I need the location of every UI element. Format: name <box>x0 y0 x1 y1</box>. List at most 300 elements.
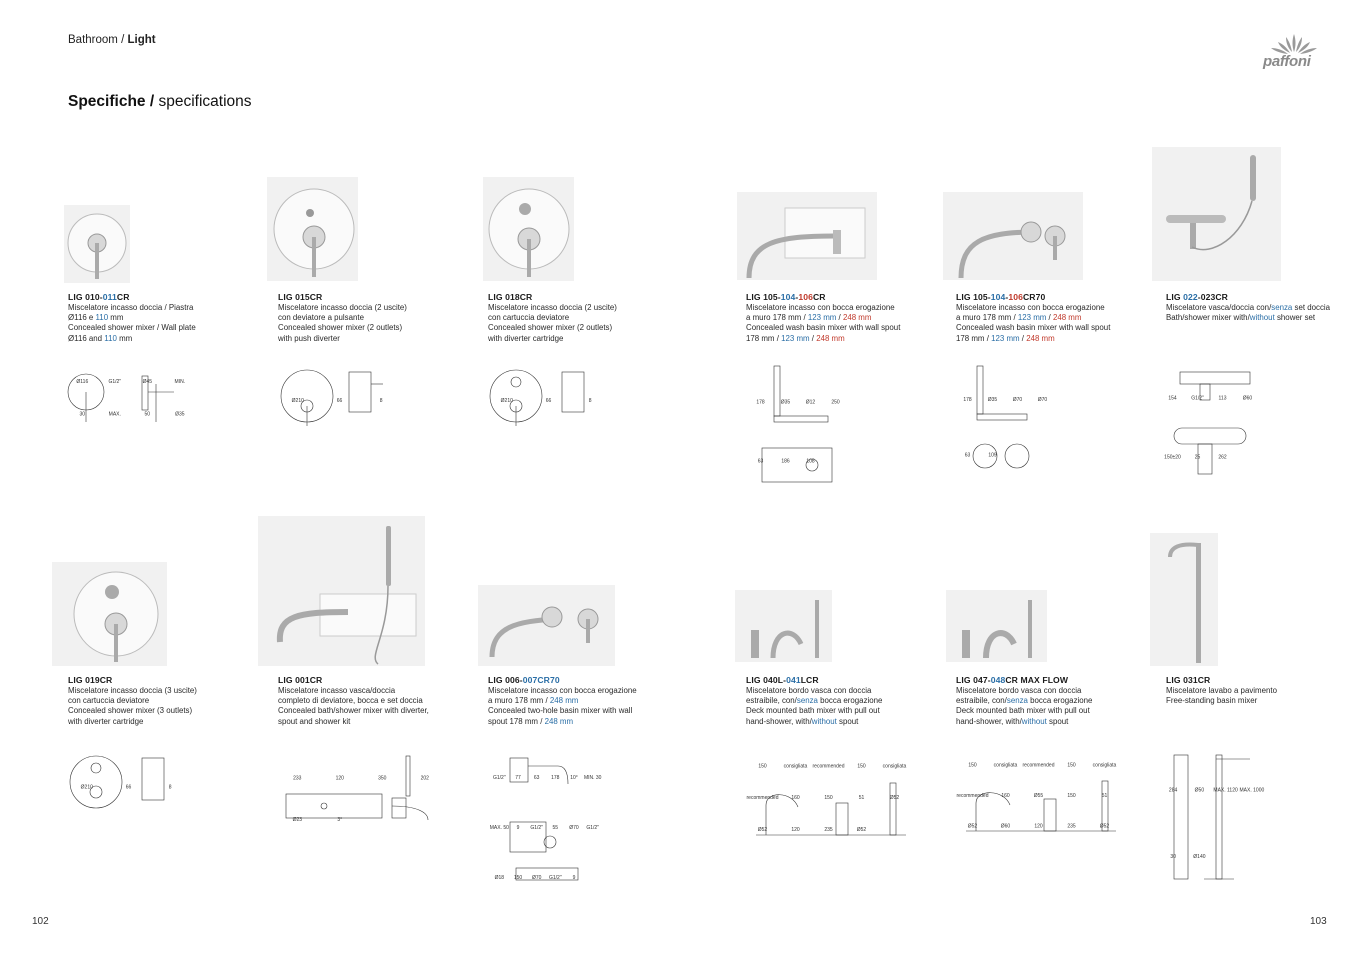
dimension-label: Ø52 <box>856 827 867 834</box>
dimension-label: recommended <box>956 793 989 800</box>
dimension-label: Ø70 <box>1037 396 1048 403</box>
dimension-label: Ø35 <box>175 411 185 418</box>
dimension-label: recommended <box>746 795 779 802</box>
product-photo <box>737 192 877 280</box>
product-code <box>278 292 473 303</box>
description-line <box>278 323 473 333</box>
text-segment: 248 mm <box>816 333 845 343</box>
text-segment: Concealed wash basin mixer with wall spout <box>956 323 1111 333</box>
dimension-label: consigliata <box>1092 762 1117 769</box>
description-line <box>956 303 1151 313</box>
product-code <box>956 292 1151 303</box>
dimension-label: 160 <box>791 795 800 802</box>
dimension-label: G1/2" <box>492 775 506 781</box>
brand-logo-text: paffoni <box>1263 53 1311 70</box>
description-line <box>488 323 683 333</box>
description-line <box>488 706 683 716</box>
technical-drawing <box>746 745 911 847</box>
dimension-label: Ø60 <box>1000 823 1011 830</box>
text-segment: 007CR70 <box>522 675 560 685</box>
text-segment: Miscelatore incasso doccia (3 uscite) <box>68 686 197 695</box>
product-code <box>68 292 263 303</box>
text-segment: LIG 105- <box>746 292 781 302</box>
description-line <box>1166 696 1356 706</box>
dimension-label: 235 <box>1067 823 1076 830</box>
breadcrumb-separator: / <box>121 34 125 46</box>
dimension-label: 150 <box>857 763 866 770</box>
product-description <box>746 686 941 727</box>
description-line <box>68 334 263 344</box>
dimension-label: 160 <box>1001 793 1010 800</box>
description-line <box>956 717 1151 727</box>
text-segment: CR <box>812 292 826 302</box>
product-code <box>68 675 263 686</box>
text-segment: 248 mm <box>549 696 579 706</box>
dimension-label: 51 <box>858 795 865 802</box>
dimension-label: 202 <box>420 775 429 782</box>
text-segment: LIG 015CR <box>278 292 323 302</box>
description-line <box>278 696 473 706</box>
dimension-label: 66 <box>545 398 552 404</box>
text-segment: without <box>1249 313 1275 323</box>
technical-drawing <box>956 745 1121 843</box>
text-segment: without <box>1021 716 1047 726</box>
dimension-label: 120 <box>1034 823 1043 830</box>
text-segment: / <box>1019 333 1027 343</box>
text-segment: Deck mounted bath mixer with pull out <box>746 706 880 716</box>
description-line <box>1166 313 1356 323</box>
product-card <box>278 292 473 344</box>
product-card <box>1166 292 1356 323</box>
text-segment: LIG 019CR <box>68 675 113 685</box>
page-number-left: 102 <box>32 916 49 927</box>
description-line <box>278 706 473 716</box>
dimension-label: 55 <box>552 825 559 831</box>
description-line <box>278 686 473 696</box>
text-segment: Concealed shower mixer (2 outlets) <box>488 323 613 333</box>
product-card <box>488 675 683 727</box>
technical-drawing <box>66 360 196 432</box>
text-segment: senza <box>1271 303 1293 312</box>
text-segment: -023CR <box>1197 292 1228 302</box>
text-segment: CR <box>116 292 130 302</box>
description-line <box>1166 686 1356 696</box>
dimension-label: Ø70 <box>531 875 542 881</box>
product-card <box>746 675 941 727</box>
description-line <box>68 696 263 706</box>
breadcrumb-collection: Light <box>127 34 156 46</box>
product-description <box>956 303 1151 344</box>
text-segment: LIG 040L- <box>746 675 787 685</box>
product-code <box>746 292 941 303</box>
product-description <box>68 303 263 344</box>
product-code <box>488 292 683 303</box>
description-line <box>746 313 941 323</box>
technical-drawing <box>490 744 602 904</box>
text-segment: 248 mm <box>1052 313 1082 323</box>
technical-drawing <box>748 362 848 492</box>
dimension-label: 113 <box>1218 395 1227 402</box>
text-segment: 106 <box>1008 292 1023 302</box>
text-segment: 110 <box>95 313 109 323</box>
description-line <box>956 696 1151 706</box>
dimension-label: Ø52 <box>889 795 900 802</box>
dimension-label: 63 <box>533 775 540 781</box>
product-description <box>278 303 473 344</box>
dimension-label: Ø70 <box>1012 396 1023 403</box>
dimension-label: 178 <box>551 775 560 781</box>
dimension-label: Ø70 <box>569 825 579 831</box>
dimension-label: 235 <box>824 827 833 834</box>
text-segment: Miscelatore incasso con bocca erogazione <box>488 686 637 695</box>
text-segment: 104 <box>780 292 796 302</box>
text-segment: without <box>811 716 837 726</box>
description-line <box>956 686 1151 696</box>
dimension-label: 66 <box>336 398 343 404</box>
dimension-label: 9 <box>572 875 576 881</box>
product-photo <box>946 590 1047 662</box>
description-line <box>746 686 941 696</box>
text-segment: bocca erogazione <box>817 696 883 706</box>
description-line <box>488 686 683 696</box>
dimension-label: 150±20 <box>1164 454 1181 461</box>
text-segment: a muro 178 mm / <box>488 696 550 706</box>
text-segment: spout <box>1046 716 1069 726</box>
dimension-label: Ø60 <box>1242 395 1253 402</box>
text-segment: Free-standing basin mixer <box>1166 696 1258 706</box>
dimension-label: Ø116 <box>76 378 89 385</box>
text-segment: 123 mm <box>807 313 837 323</box>
dimension-label: 262 <box>1218 454 1227 461</box>
text-segment: con cartuccia deviatore <box>68 696 150 706</box>
dimension-label: 150 <box>1067 793 1076 800</box>
dimension-label: Ø52 <box>1099 823 1110 830</box>
text-segment: Miscelatore incasso con bocca erogazione <box>746 303 895 312</box>
description-line <box>1166 303 1356 313</box>
dimension-label: Ø45 <box>142 378 153 385</box>
dimension-label: 50 <box>144 411 151 418</box>
description-line <box>746 334 941 344</box>
text-segment: mm <box>116 333 133 343</box>
text-segment: Bath/shower mixer with/ <box>1166 313 1250 323</box>
description-line <box>488 303 683 313</box>
description-line <box>68 686 263 696</box>
dimension-label: 8 <box>588 398 592 404</box>
dimension-label: 77 <box>515 775 521 781</box>
dimension-label: MAX. 50 <box>490 825 509 831</box>
text-segment: LIG 031CR <box>1166 675 1211 685</box>
dimension-label: 120 <box>335 775 344 782</box>
description-line <box>488 717 683 727</box>
dimension-label: MAX. <box>108 411 121 418</box>
text-segment: Concealed two-hole basin mixer with wall <box>488 706 633 716</box>
dimension-label: 63 <box>757 458 764 465</box>
text-segment: Miscelatore bordo vasca con doccia <box>746 686 872 695</box>
product-card <box>278 675 473 727</box>
text-segment: shower set <box>1274 313 1316 323</box>
product-description <box>488 303 683 344</box>
text-segment: spout 178 mm / <box>488 716 545 726</box>
dimension-label: MAX. 1120 <box>1213 787 1238 794</box>
dimension-label: 30 <box>1170 853 1176 860</box>
text-segment: Concealed wash basin mixer with wall spout <box>746 323 901 333</box>
text-segment: Concealed shower mixer (2 outlets) <box>278 323 403 333</box>
product-description <box>488 686 683 727</box>
product-code <box>278 675 473 686</box>
dimension-label: recommended <box>1022 762 1055 769</box>
dimension-label: 120 <box>791 827 800 834</box>
dimension-label: MIN. 30 <box>583 775 602 781</box>
product-code <box>488 675 683 686</box>
dimension-label: Ø52 <box>757 827 768 834</box>
text-segment: LIG 001CR <box>278 675 323 685</box>
product-photo <box>267 177 358 281</box>
product-card <box>68 675 263 727</box>
text-segment: Miscelatore vasca/doccia con/ <box>1166 303 1272 312</box>
product-description <box>278 686 473 727</box>
text-segment: CR MAX FLOW <box>1005 675 1069 685</box>
dimension-label: 233 <box>293 775 302 782</box>
text-segment: mm <box>108 313 124 323</box>
product-photo <box>1150 533 1218 666</box>
text-segment: 178 mm / <box>956 333 992 343</box>
dimension-label: consigliata <box>993 762 1018 769</box>
text-segment: completo di deviatore, bocca e set doccia <box>278 696 423 706</box>
breadcrumb-section: Bathroom <box>68 34 118 46</box>
text-segment: spout <box>836 716 859 726</box>
dimension-label: consigliata <box>882 763 907 770</box>
dimension-label: Ø52 <box>967 823 978 830</box>
dimension-label: Ø210 <box>500 398 513 404</box>
product-photo <box>1152 147 1281 281</box>
product-code <box>956 675 1151 686</box>
dimension-label: 150 <box>758 763 767 770</box>
text-segment: 248 mm <box>544 716 574 726</box>
dimension-label: 150 <box>1067 762 1076 769</box>
description-line <box>68 323 263 333</box>
dimension-label: 284 <box>1168 787 1178 794</box>
dimension-label: MAX. 1000 <box>1239 787 1265 794</box>
text-segment: LIG 018CR <box>488 292 533 302</box>
text-segment: spout and shower kit <box>278 716 351 726</box>
product-description <box>68 686 263 727</box>
dimension-label: Ø18 <box>494 875 505 881</box>
description-line <box>488 696 683 706</box>
dimension-label: 178 <box>963 396 972 403</box>
text-segment: 248 mm <box>842 313 872 323</box>
product-photo <box>478 585 615 666</box>
text-segment: 106 <box>798 292 813 302</box>
dimension-label: 25 <box>1194 454 1201 461</box>
dimension-label: consigliata <box>783 763 808 770</box>
description-line <box>278 334 473 344</box>
technical-drawing <box>955 362 1055 484</box>
text-segment: Miscelatore incasso vasca/doccia <box>278 686 396 695</box>
text-segment: 110 <box>104 333 117 343</box>
product-card <box>956 292 1151 344</box>
dimension-label: 3° <box>337 817 343 824</box>
text-segment: Ø116 e <box>68 313 96 323</box>
title-italian: Specifiche <box>68 93 146 110</box>
dimension-label: 8 <box>168 784 172 791</box>
product-photo <box>64 205 130 283</box>
description-line <box>956 706 1151 716</box>
description-line <box>746 323 941 333</box>
product-card <box>746 292 941 344</box>
description-line <box>746 696 941 706</box>
text-segment: with diverter cartridge <box>68 716 144 726</box>
description-line <box>746 717 941 727</box>
text-segment: Miscelatore bordo vasca con doccia <box>956 686 1082 695</box>
dimension-label: 63 <box>964 452 971 459</box>
dimension-label: Ø210 <box>80 784 93 791</box>
description-line <box>278 717 473 727</box>
text-segment: hand-shower, with/ <box>956 716 1022 726</box>
page-title <box>68 93 252 111</box>
text-segment: 048 <box>990 675 1006 685</box>
text-segment: Miscelatore incasso doccia / Piastra <box>68 303 194 312</box>
text-segment: 123 mm <box>781 333 810 343</box>
text-segment: - <box>795 292 799 302</box>
technical-drawing <box>277 360 402 432</box>
text-segment: hand-shower, with/ <box>746 716 812 726</box>
description-line <box>278 303 473 313</box>
technical-drawing <box>66 744 191 820</box>
description-line <box>488 334 683 344</box>
text-segment: Miscelatore incasso doccia (2 uscite) <box>488 303 617 312</box>
product-code <box>1166 675 1356 686</box>
dimension-label: 150 <box>513 875 523 881</box>
product-description <box>1166 686 1356 706</box>
dimension-label: G1/2" <box>586 825 600 831</box>
dimension-label: Ø12 <box>805 399 816 406</box>
dimension-label: 66 <box>125 784 132 791</box>
dimension-label: 350 <box>378 775 387 782</box>
text-segment: a muro 178 mm / <box>746 313 808 323</box>
text-segment: LIG <box>1166 292 1184 302</box>
text-segment: / <box>1046 313 1053 323</box>
breadcrumb <box>68 34 156 46</box>
text-segment: 011 <box>102 292 117 302</box>
text-segment: bocca erogazione <box>1027 696 1093 706</box>
technical-drawing <box>1160 358 1260 488</box>
text-segment: / <box>809 333 817 343</box>
text-segment: Concealed shower mixer (3 outlets) <box>68 706 193 716</box>
dimension-label: 51 <box>1101 793 1108 800</box>
text-segment: with diverter cartridge <box>488 333 564 343</box>
product-card <box>1166 675 1356 706</box>
dimension-label: 108 <box>806 458 815 465</box>
dimension-label: 186 <box>781 458 790 465</box>
product-photo <box>52 562 167 666</box>
description-line <box>956 334 1151 344</box>
product-description <box>956 686 1151 727</box>
text-segment: 178 mm / <box>746 333 782 343</box>
dimension-label: 250 <box>831 399 840 406</box>
description-line <box>956 323 1151 333</box>
dimension-label: 150 <box>824 795 833 802</box>
text-segment: Concealed bath/shower mixer with diverter, <box>278 706 429 716</box>
dimension-label: Ø23 <box>292 817 303 824</box>
text-segment: 104 <box>990 292 1006 302</box>
text-segment: Concealed shower mixer / Wall plate <box>68 323 196 333</box>
product-card <box>956 675 1151 727</box>
dimension-label: G1/2" <box>108 378 122 385</box>
product-card <box>68 292 263 344</box>
dimension-label: recommended <box>812 763 845 770</box>
title-english: specifications <box>158 93 252 110</box>
text-segment: Ø116 and <box>68 333 105 343</box>
dimension-label: Ø140 <box>1193 853 1206 860</box>
text-segment: with push diverter <box>278 333 340 343</box>
dimension-label: 9 <box>516 825 520 831</box>
dimension-label: G1/2" <box>530 825 544 831</box>
text-segment: 123 mm <box>991 333 1020 343</box>
text-segment: Miscelatore incasso con bocca erogazione <box>956 303 1105 312</box>
product-card <box>488 292 683 344</box>
dimension-label: 154 <box>1168 395 1177 402</box>
dimension-label: Ø35 <box>987 396 998 403</box>
text-segment: Miscelatore incasso doccia (2 uscite) <box>278 303 407 312</box>
text-segment: LIG 047- <box>956 675 991 685</box>
text-segment: LIG 105- <box>956 292 991 302</box>
technical-drawing <box>486 360 611 432</box>
product-description <box>1166 303 1356 323</box>
description-line <box>278 313 473 323</box>
text-segment: a muro 178 mm / <box>956 313 1018 323</box>
text-segment: Deck mounted bath mixer with pull out <box>956 706 1090 716</box>
description-line <box>68 717 263 727</box>
text-segment: 022 <box>1183 292 1198 302</box>
dimension-label: 109 <box>988 452 997 459</box>
text-segment: 248 mm <box>1026 333 1055 343</box>
technical-drawing <box>276 750 446 842</box>
product-code <box>746 675 941 686</box>
dimension-label: Ø50 <box>1194 787 1205 794</box>
text-segment: - <box>1005 292 1009 302</box>
text-segment: LCR <box>800 675 819 685</box>
description-line <box>746 303 941 313</box>
dimension-label: 8 <box>379 398 383 404</box>
description-line <box>746 706 941 716</box>
dimension-label: MIN. <box>174 378 186 385</box>
product-code <box>1166 292 1356 303</box>
technical-drawing <box>1160 745 1265 891</box>
title-separator: / <box>149 93 155 110</box>
text-segment: / <box>836 313 843 323</box>
product-photo <box>258 516 425 666</box>
dimension-label: 178 <box>756 399 765 406</box>
product-description <box>746 303 941 344</box>
text-segment: 123 mm <box>1017 313 1047 323</box>
text-segment: 041 <box>786 675 801 685</box>
description-line <box>68 303 263 313</box>
dimension-label: Ø210 <box>291 398 304 404</box>
product-photo <box>943 192 1083 280</box>
description-line <box>68 313 263 323</box>
text-segment: senza <box>796 696 818 706</box>
dimension-label: Ø35 <box>780 399 791 406</box>
text-segment: estraibile, con/ <box>746 696 797 706</box>
text-segment: Miscelatore lavabo a pavimento <box>1166 686 1277 695</box>
description-line <box>68 706 263 716</box>
text-segment: LIG 006- <box>488 675 523 685</box>
dimension-label: Ø55 <box>1033 793 1044 800</box>
page-number-right: 103 <box>1310 916 1327 927</box>
text-segment: con deviatore a pulsante <box>278 313 364 323</box>
text-segment: senza <box>1006 696 1028 706</box>
dimension-label: G1/2" <box>548 875 562 881</box>
